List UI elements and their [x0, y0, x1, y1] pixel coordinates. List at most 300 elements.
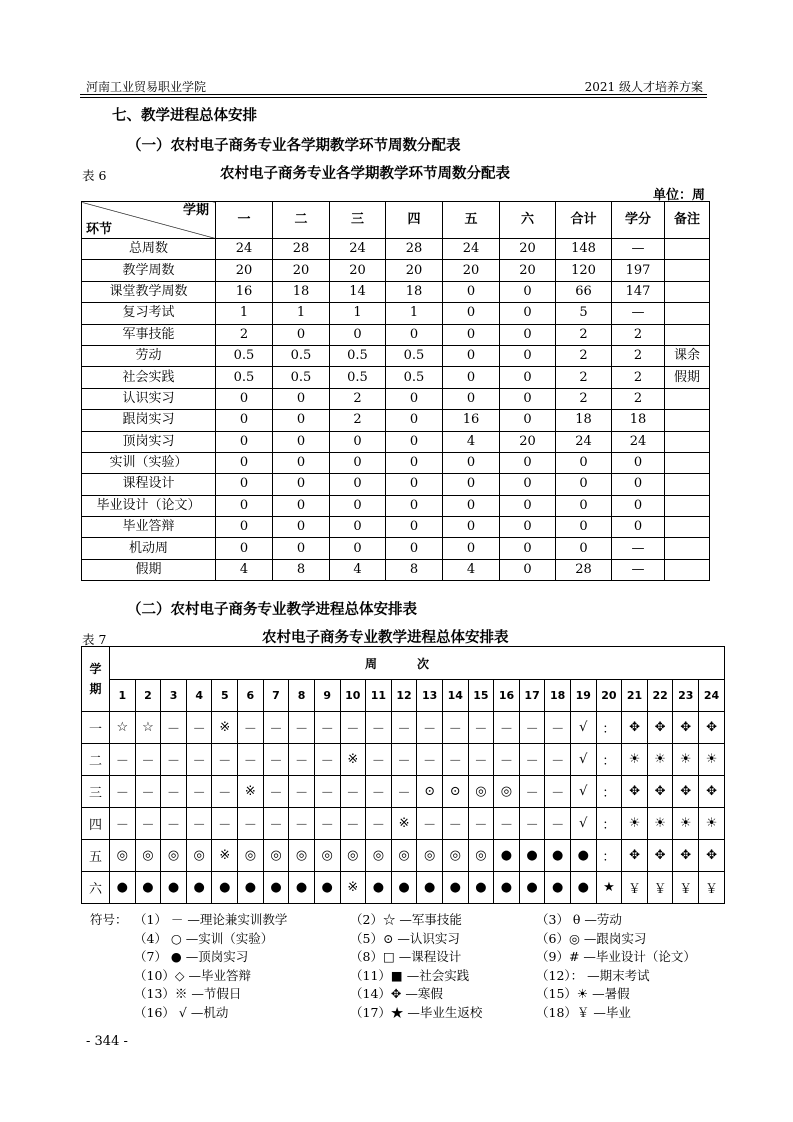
schedule-cell: － [263, 776, 289, 808]
schedule-cell: － [340, 712, 366, 744]
week-number: 13 [417, 680, 443, 712]
schedule-cell: ● [545, 840, 571, 872]
table6-cell: 24 [556, 431, 612, 452]
table6-column-header: 二 [273, 202, 330, 239]
schedule-cell: － [161, 776, 187, 808]
table6-cell: 0 [273, 495, 330, 516]
legend-row [90, 966, 730, 985]
header-doc-title: 2021 级人才培养方案 [584, 80, 703, 94]
schedule-cell: － [366, 776, 392, 808]
table6-cell: 0 [443, 367, 500, 388]
schedule-cell: ● [417, 872, 443, 904]
table6-row [82, 495, 710, 516]
schedule-cell: ◎ [340, 840, 366, 872]
schedule-cell: ※ [238, 776, 264, 808]
table6-cell: 0 [386, 431, 443, 452]
table6-row-name: 课堂教学周数 [82, 281, 216, 302]
table6-cell: 0 [273, 431, 330, 452]
schedule-cell: － [417, 744, 443, 776]
table6-row-name: 毕业答辩 [82, 517, 216, 538]
table6-column-header: 一 [216, 202, 273, 239]
table6-cell: 0 [330, 517, 386, 538]
schedule-cell: ● [442, 872, 468, 904]
table6-cell [665, 388, 710, 409]
week-number: 16 [494, 680, 520, 712]
table6-cell: 0 [443, 345, 500, 366]
table6-column-header: 四 [386, 202, 443, 239]
legend-item: （8）□ —课程设计 [350, 949, 462, 964]
legend-item: （1） － —理论兼实训教学 [134, 912, 288, 927]
table7 [81, 646, 725, 904]
schedule-cell: － [212, 744, 238, 776]
table6-cell: 0 [500, 367, 556, 388]
table6-cell: 28 [386, 239, 443, 260]
table6-cell: 0 [443, 303, 500, 324]
schedule-cell: － [314, 776, 340, 808]
table6-cell: 1 [330, 303, 386, 324]
schedule-cell: ◎ [391, 840, 417, 872]
table6-cell: 0 [273, 410, 330, 431]
schedule-cell: － [545, 712, 571, 744]
schedule-cell: ◎ [110, 840, 136, 872]
schedule-cell: √ [571, 712, 597, 744]
schedule-cell: ● [212, 872, 238, 904]
table6-cell: 4 [443, 559, 500, 580]
page-number: - 344 - [86, 1034, 128, 1049]
table6-cell: 0 [216, 495, 273, 516]
table6-title: 农村电子商务专业各学期教学环节周数分配表 [220, 166, 510, 182]
schedule-cell: ： [596, 744, 622, 776]
table6-cell: 0 [443, 452, 500, 473]
schedule-cell: ※ [212, 840, 238, 872]
schedule-cell: ☆ [110, 712, 136, 744]
table6-cell: 0.5 [216, 345, 273, 366]
table6-cell: 0 [216, 452, 273, 473]
schedule-cell: － [238, 712, 264, 744]
table6-cell: 148 [556, 239, 612, 260]
table6-cell: 0 [443, 388, 500, 409]
table6-column-header: 合计 [556, 202, 612, 239]
table6-column-header: 三 [330, 202, 386, 239]
table6-cell: 0 [386, 324, 443, 345]
schedule-cell: ✥ [699, 840, 725, 872]
schedule-cell: ： [596, 840, 622, 872]
semester-label: 一 [82, 712, 110, 744]
table6-cell: 0 [556, 495, 612, 516]
schedule-cell: ： [596, 776, 622, 808]
schedule-cell: ☀ [699, 808, 725, 840]
table6-cell: 8 [386, 559, 443, 580]
table6-cell: 2 [612, 367, 665, 388]
schedule-cell: － [519, 808, 545, 840]
table6-cell: 20 [500, 431, 556, 452]
schedule-cell: ✥ [622, 712, 648, 744]
table6-cell: 0 [500, 303, 556, 324]
schedule-cell: － [186, 744, 212, 776]
table6-cell: 0 [500, 345, 556, 366]
schedule-cell: － [186, 712, 212, 744]
table6-cell: 24 [443, 239, 500, 260]
page-header [80, 76, 707, 94]
table6-cell [665, 452, 710, 473]
table6-row-name: 认识实习 [82, 388, 216, 409]
schedule-cell: ● [263, 872, 289, 904]
table6-cell: 0 [386, 388, 443, 409]
schedule-cell: ✥ [673, 776, 699, 808]
table6-cell: 0.5 [216, 367, 273, 388]
schedule-cell: ● [366, 872, 392, 904]
schedule-cell: ◎ [289, 840, 315, 872]
legend-row [90, 929, 730, 948]
schedule-cell: － [212, 808, 238, 840]
table6-cell: 0 [500, 452, 556, 473]
table6-cell: 0 [216, 410, 273, 431]
legend-item: （10）◇ —毕业答辩 [134, 967, 251, 983]
legend-item: （13）※ —节假日 [134, 986, 242, 1001]
schedule-cell: － [442, 808, 468, 840]
table6-cell: 0 [216, 474, 273, 495]
legend-row [90, 984, 730, 1003]
table6-row [82, 431, 710, 452]
schedule-cell: － [110, 744, 136, 776]
schedule-cell: － [519, 744, 545, 776]
table6-row-name: 跟岗实习 [82, 410, 216, 431]
table6-cell [665, 410, 710, 431]
table6-cell: 1 [386, 303, 443, 324]
table6-cell [665, 538, 710, 559]
legend-row [90, 1003, 730, 1022]
schedule-cell: ☀ [647, 808, 673, 840]
table6-cell: — [612, 538, 665, 559]
schedule-cell: － [110, 776, 136, 808]
table7-label: 表 7 [82, 632, 107, 647]
table6-cell: 0 [443, 324, 500, 345]
table6-unit: 单位：周 [652, 188, 705, 203]
table6-cell: 0 [273, 452, 330, 473]
schedule-cell: － [161, 712, 187, 744]
schedule-cell: － [314, 808, 340, 840]
schedule-cell: － [212, 776, 238, 808]
header-rule-thin [80, 97, 707, 98]
schedule-cell: √ [571, 808, 597, 840]
schedule-cell: ◎ [366, 840, 392, 872]
table6-row [82, 260, 710, 281]
table6-cell: 0 [500, 324, 556, 345]
schedule-cell: ☀ [673, 808, 699, 840]
week-number: 4 [186, 680, 212, 712]
table6-cell: 2 [612, 324, 665, 345]
table6-cell: 0 [500, 410, 556, 431]
table6-cell: 20 [443, 260, 500, 281]
table6-row-name: 课程设计 [82, 474, 216, 495]
table6-cell [665, 517, 710, 538]
schedule-cell: － [519, 712, 545, 744]
schedule-cell: ◎ [238, 840, 264, 872]
schedule-cell: ● [289, 872, 315, 904]
legend-item: （14）✥ —寒假 [350, 986, 443, 1001]
table7-row [82, 872, 725, 904]
table6-cell: 0 [273, 538, 330, 559]
table6-cell: 0 [612, 452, 665, 473]
table6-cell: 0 [386, 495, 443, 516]
week-header: 周次 [365, 656, 470, 671]
schedule-cell: ◎ [417, 840, 443, 872]
table6-row-name: 顶岗实习 [82, 431, 216, 452]
table6-cell: — [612, 303, 665, 324]
schedule-cell: － [314, 712, 340, 744]
table6-cell: 28 [556, 559, 612, 580]
schedule-cell: ☀ [622, 744, 648, 776]
section-title: 七、教学进程总体安排 [112, 108, 257, 124]
schedule-cell: ✥ [647, 712, 673, 744]
schedule-cell: ☀ [647, 744, 673, 776]
schedule-cell: ： [596, 808, 622, 840]
table6-cell: 4 [330, 559, 386, 580]
table6-row [82, 324, 710, 345]
table6-row [82, 345, 710, 366]
schedule-cell: ● [545, 872, 571, 904]
table6-cell: 24 [330, 239, 386, 260]
table6-cell: 0 [386, 517, 443, 538]
schedule-cell: ◎ [468, 840, 494, 872]
table6-cell: 24 [612, 431, 665, 452]
header-school: 河南工业贸易职业学院 [86, 80, 207, 94]
table6-cell: 197 [612, 260, 665, 281]
table6-cell: 2 [330, 410, 386, 431]
table6-row [82, 474, 710, 495]
table6-cell: 0.5 [330, 367, 386, 388]
table6-cell [665, 431, 710, 452]
table6-cell: 16 [443, 410, 500, 431]
legend-item: （3） θ —劳动 [536, 912, 622, 927]
table6-label: 表 6 [82, 168, 107, 183]
table6-row [82, 239, 710, 260]
week-number: 21 [622, 680, 648, 712]
legend-item: （17）★ —毕业生返校 [350, 1004, 483, 1020]
schedule-cell: ※ [340, 872, 366, 904]
schedule-cell: ☆ [135, 712, 161, 744]
schedule-cell: ✥ [673, 712, 699, 744]
table6-column-header: 备注 [665, 202, 710, 239]
schedule-cell: √ [571, 776, 597, 808]
table6-cell: 20 [500, 239, 556, 260]
table6-cell: 0 [386, 410, 443, 431]
schedule-cell: － [366, 744, 392, 776]
schedule-cell: － [545, 776, 571, 808]
schedule-cell: ✥ [622, 840, 648, 872]
table6-cell: 0 [386, 474, 443, 495]
schedule-cell: ☀ [699, 744, 725, 776]
table6-row-name: 假期 [82, 559, 216, 580]
schedule-cell: ￥ [699, 872, 725, 904]
schedule-cell: ● [494, 872, 520, 904]
table6-row-name: 复习考试 [82, 303, 216, 324]
week-number: 12 [391, 680, 417, 712]
table6-cell: 2 [556, 324, 612, 345]
table6-cell: 0 [273, 388, 330, 409]
table6-cell: 0 [216, 388, 273, 409]
table6-cell [665, 303, 710, 324]
table7-row [82, 776, 725, 808]
schedule-cell: ✥ [699, 712, 725, 744]
semester-label: 六 [82, 872, 110, 904]
legend-item: （18）￥ —毕业 [536, 1004, 631, 1020]
schedule-cell: － [263, 712, 289, 744]
schedule-cell: ✥ [699, 776, 725, 808]
table6-cell: 0 [443, 474, 500, 495]
table7-row [82, 744, 725, 776]
table6-cell: 2 [556, 388, 612, 409]
semester-header: 学期 [89, 662, 102, 696]
subsection-title-2: （二）农村电子商务专业教学进程总体安排表 [127, 602, 417, 618]
schedule-cell: － [161, 808, 187, 840]
schedule-cell: ● [135, 872, 161, 904]
schedule-cell: ◎ [186, 840, 212, 872]
week-number: 8 [289, 680, 315, 712]
week-number: 23 [673, 680, 699, 712]
table6 [81, 201, 710, 581]
schedule-cell: ★ [596, 872, 622, 904]
table6-cell: 0 [612, 495, 665, 516]
table6-cell: 0 [443, 495, 500, 516]
schedule-cell: ￥ [673, 872, 699, 904]
schedule-cell: － [289, 808, 315, 840]
table6-row [82, 303, 710, 324]
schedule-cell: － [417, 712, 443, 744]
schedule-cell: ● [314, 872, 340, 904]
table6-cell: 0 [443, 517, 500, 538]
schedule-cell: － [135, 744, 161, 776]
legend-head: 符号： [90, 912, 128, 927]
week-number: 9 [314, 680, 340, 712]
week-number: 20 [596, 680, 622, 712]
table6-cell: 0 [273, 517, 330, 538]
table6-cell: 假期 [665, 367, 710, 388]
table6-column-header: 学分 [612, 202, 665, 239]
schedule-cell: － [417, 808, 443, 840]
table6-cell: 0 [443, 281, 500, 302]
schedule-cell: ● [571, 872, 597, 904]
symbol-legend [90, 910, 730, 1021]
schedule-cell: － [135, 808, 161, 840]
table7-row [82, 808, 725, 840]
schedule-cell: ● [186, 872, 212, 904]
schedule-cell: － [494, 744, 520, 776]
schedule-cell: － [340, 776, 366, 808]
schedule-cell: ✥ [673, 840, 699, 872]
legend-item: （6）◎ —跟岗实习 [536, 930, 647, 946]
table6-cell: 120 [556, 260, 612, 281]
table6-cell: 1 [273, 303, 330, 324]
schedule-cell: ● [519, 872, 545, 904]
table6-cell: 0 [612, 517, 665, 538]
table6-cell: 5 [556, 303, 612, 324]
schedule-cell: ● [571, 840, 597, 872]
schedule-cell: ● [519, 840, 545, 872]
week-number: 18 [545, 680, 571, 712]
week-number: 15 [468, 680, 494, 712]
table6-cell: 0 [330, 495, 386, 516]
schedule-cell: ※ [340, 744, 366, 776]
legend-item: （7） ● —顶岗实习 [134, 949, 249, 964]
table6-column-header: 六 [500, 202, 556, 239]
legend-item: （16） √ —机动 [134, 1004, 229, 1020]
schedule-cell: ✥ [647, 840, 673, 872]
table6-row [82, 388, 710, 409]
schedule-cell: － [391, 776, 417, 808]
table6-cell: 0 [386, 452, 443, 473]
table6-cell [665, 474, 710, 495]
table6-cell: 2 [330, 388, 386, 409]
week-header-cell [110, 647, 725, 680]
schedule-cell: － [366, 712, 392, 744]
schedule-cell: ： [596, 712, 622, 744]
week-number: 5 [212, 680, 238, 712]
week-number: 24 [699, 680, 725, 712]
table6-cell: 2 [556, 345, 612, 366]
table6-corner-cell [82, 202, 216, 239]
table7-title: 农村电子商务专业教学进程总体安排表 [262, 630, 509, 646]
schedule-cell: － [263, 808, 289, 840]
table6-cell [665, 239, 710, 260]
table7-row [82, 712, 725, 744]
legend-item: （9）# —毕业设计（论文） [536, 949, 696, 964]
table6-cell: 0 [500, 388, 556, 409]
schedule-cell: － [545, 744, 571, 776]
table6-cell: 1 [216, 303, 273, 324]
schedule-cell: － [289, 776, 315, 808]
table6-cell: 0.5 [386, 345, 443, 366]
table6-cell: 18 [273, 281, 330, 302]
legend-item: （4） ○ —实训（实验） [134, 930, 274, 946]
schedule-cell: ● [238, 872, 264, 904]
schedule-cell: － [442, 744, 468, 776]
table6-cell: 0 [330, 324, 386, 345]
schedule-cell: ⊙ [417, 776, 443, 808]
table6-cell: 0 [330, 431, 386, 452]
table6-row-name: 总周数 [82, 239, 216, 260]
table6-row [82, 410, 710, 431]
schedule-cell: ◎ [442, 840, 468, 872]
table6-cell: 0 [216, 431, 273, 452]
week-number-row [82, 680, 725, 712]
table6-header-row [82, 202, 710, 239]
table6-cell: 0 [386, 538, 443, 559]
schedule-cell: ◎ [263, 840, 289, 872]
legend-item: （5）⊙ —认识实习 [350, 930, 460, 946]
table6-row [82, 452, 710, 473]
table6-row [82, 538, 710, 559]
table6-cell: 4 [216, 559, 273, 580]
schedule-cell: － [442, 712, 468, 744]
schedule-cell: ◎ [468, 776, 494, 808]
table6-cell: 0 [500, 495, 556, 516]
table6-cell: 0 [273, 474, 330, 495]
table6-cell: 0 [330, 452, 386, 473]
table6-cell: 0 [500, 517, 556, 538]
table6-cell: 0.5 [330, 345, 386, 366]
table6-cell: 0 [500, 474, 556, 495]
week-number: 10 [340, 680, 366, 712]
schedule-cell: － [366, 808, 392, 840]
schedule-cell: － [545, 808, 571, 840]
table6-cell: 20 [216, 260, 273, 281]
table6-cell: — [612, 239, 665, 260]
table6-row-name: 劳动 [82, 345, 216, 366]
table6-row [82, 367, 710, 388]
table6-cell: 18 [556, 410, 612, 431]
week-number: 11 [366, 680, 392, 712]
